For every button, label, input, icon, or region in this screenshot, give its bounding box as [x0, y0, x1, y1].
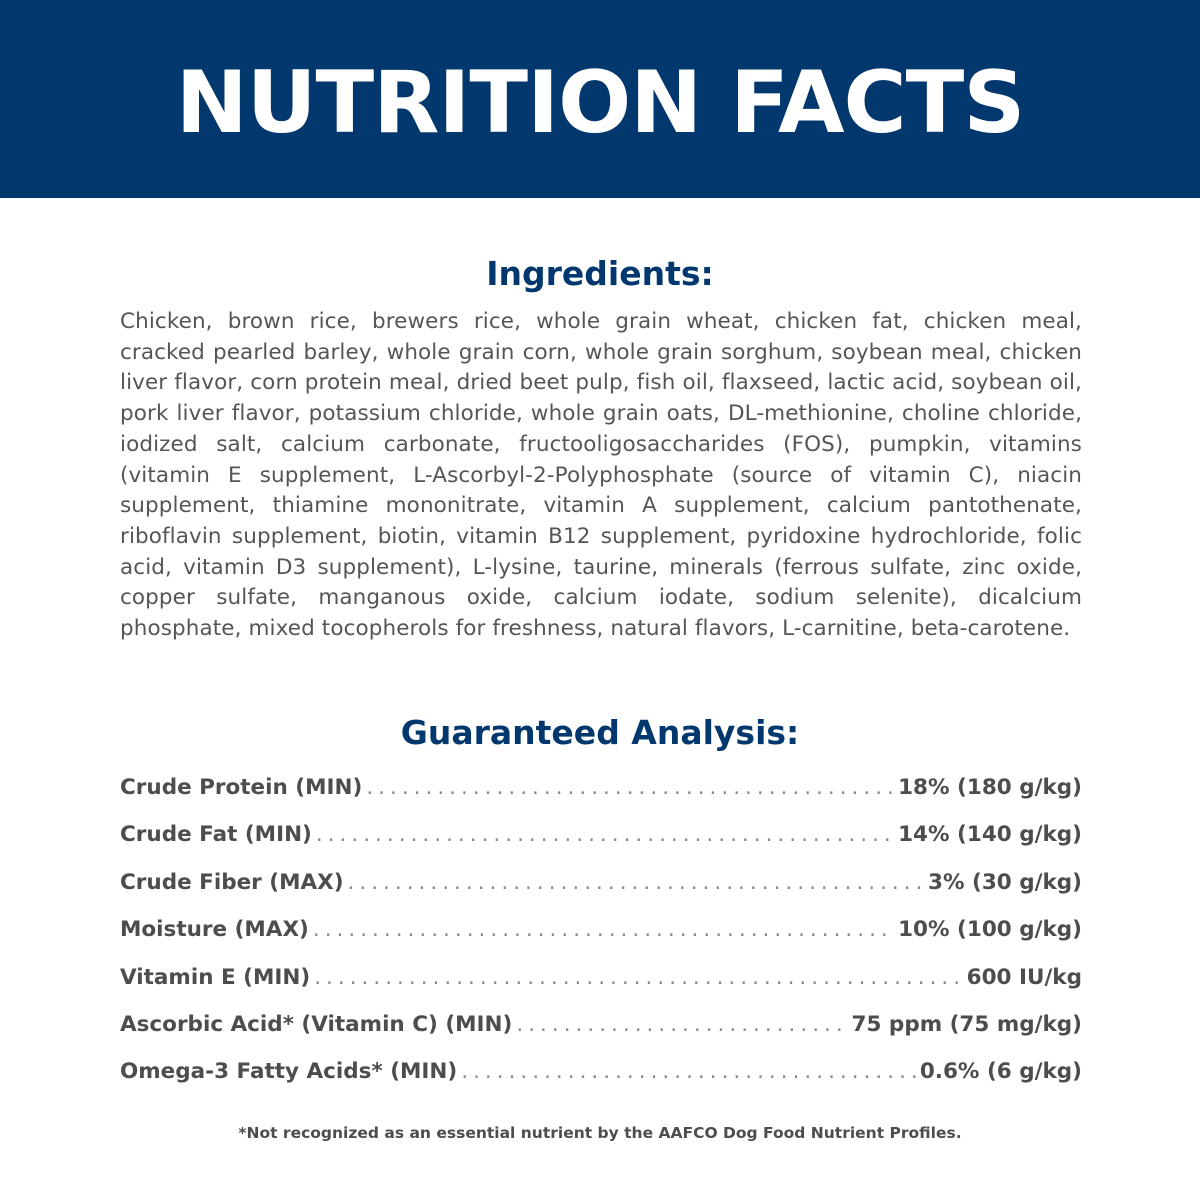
- page-title: NUTRITION FACTS: [175, 53, 1025, 153]
- analysis-row-crude-fiber: [120, 865, 1082, 912]
- ingredients-heading: Ingredients:: [486, 254, 714, 293]
- dot-leader: [516, 1007, 847, 1043]
- dot-leader: [313, 912, 894, 948]
- analysis-row-value: 600 IU/kg: [966, 964, 1082, 990]
- analysis-row-label: Vitamin E (MIN): [120, 964, 311, 990]
- dot-leader: [366, 770, 894, 806]
- dot-leader: [461, 1054, 916, 1090]
- dot-leader: [316, 817, 894, 853]
- analysis-row-value: 3% (30 g/kg): [928, 869, 1082, 895]
- analysis-row-value: 75 ppm (75 mg/kg): [851, 1011, 1082, 1037]
- guaranteed-analysis-table: [120, 770, 1082, 1102]
- dot-leader: [314, 960, 962, 996]
- analysis-row-label: Crude Protein (MIN): [120, 775, 363, 800]
- header-banner: [0, 0, 1200, 198]
- analysis-row-vitamin-e: [120, 960, 1082, 1007]
- analysis-row-label: Crude Fat (MIN): [120, 822, 312, 848]
- analysis-row-label: Ascorbic Acid* (Vitamin C) (MIN): [120, 1011, 513, 1037]
- guaranteed-analysis-heading: Guaranteed Analysis:: [400, 713, 800, 752]
- analysis-row-value: 0.6% (6 g/kg): [919, 1059, 1082, 1085]
- analysis-row-label: Moisture (MAX): [120, 917, 309, 943]
- analysis-row-ascorbic-acid: [120, 1007, 1082, 1054]
- analysis-row-value: 18% (180 g/kg): [898, 775, 1082, 800]
- dot-leader: [348, 865, 924, 901]
- analysis-row-value: 10% (100 g/kg): [898, 917, 1082, 943]
- analysis-row-crude-fat: [120, 817, 1082, 864]
- footnote: *Not recognized as an essential nutrient by the AAFCO Dog Food Nutrient Profiles.: [238, 1124, 962, 1142]
- analysis-row-omega-3: [120, 1054, 1082, 1101]
- analysis-row-moisture: [120, 912, 1082, 959]
- ingredients-list: Chicken, brown rice, brewers rice, whole grain wheat, chicken fat, chicken meal, cracked pearled barley, whole grain corn, whole grain sorghum, soybean meal, chicken liver flavor, corn protein meal, dried beet pulp, fish oil, flaxseed, lactic acid, soybean oil, pork liver flavor, potassium chloride, whole grain oats, DL-methionine, choline chloride, iodized salt, calcium carbonate, fructooligosaccharides (FOS), pumpkin, vitamins (vitamin E supplement, L-Ascorbyl-2-Polyphosphate (source of vitamin C), niacin supplement, thiamine mononitrate, vitamin A supplement, calcium pantothenate, riboflavin supplement, biotin, vitamin B12 supplement, pyridoxine hydrochloride, folic acid, vitamin D3 supplement), L-lysine, taurine, minerals (ferrous sulfate, zinc oxide, copper sulfate, manganous oxide, calcium iodate, sodium selenite), dicalcium phosphate, mixed tocopherols for freshness, natural flavors, L-carnitine, beta-carotene.: [120, 309, 1082, 642]
- analysis-row-crude-protein: [120, 770, 1082, 817]
- analysis-row-label: Omega-3 Fatty Acids* (MIN): [120, 1059, 458, 1085]
- analysis-row-value: 14% (140 g/kg): [898, 822, 1082, 848]
- analysis-row-label: Crude Fiber (MAX): [120, 869, 344, 895]
